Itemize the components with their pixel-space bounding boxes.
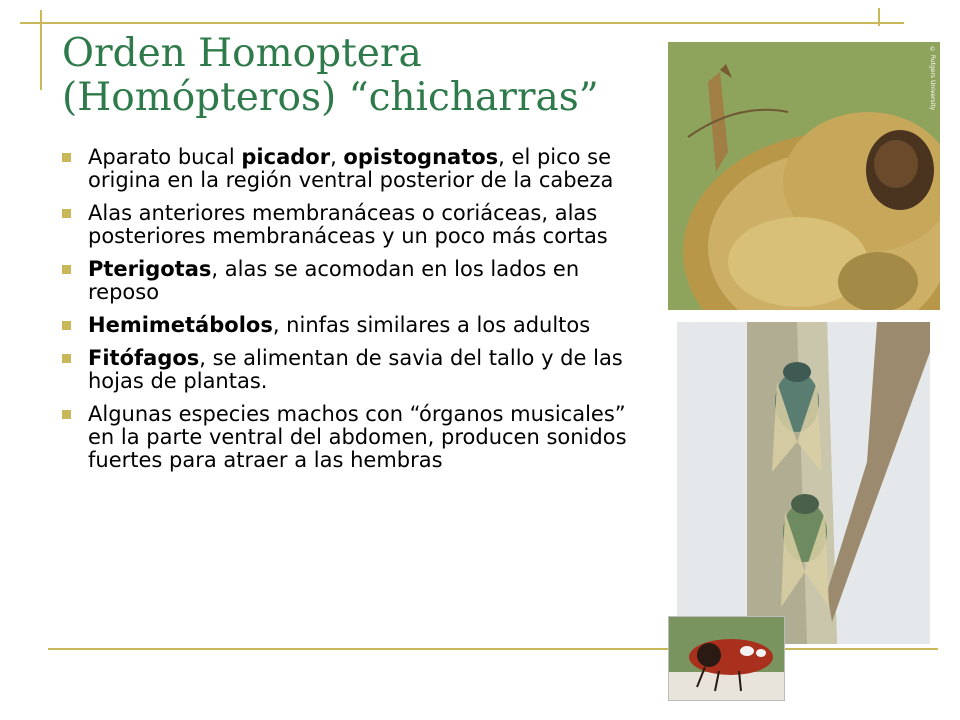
bullet-text: ,	[330, 145, 344, 169]
bullet-bold-term: Fitófagos	[88, 346, 200, 370]
bullet-text: , el pico se origina en la región ventral posterior de la cabeza	[88, 145, 614, 192]
bullet-item	[62, 347, 652, 393]
bullet-bold-term: opistognatos	[343, 145, 499, 169]
bullet-text: Algunas especies machos con “órganos musicales” en la parte ventral del abdomen, producen sonidos fuertes para atraer a las hembras	[88, 402, 627, 472]
bottom-rule	[48, 648, 938, 650]
bullet-list	[62, 146, 652, 482]
bullet-marker-icon	[62, 153, 71, 162]
bullet-bold-term: Hemimetábolos	[88, 313, 273, 337]
cicadas-on-branch-photo	[677, 322, 930, 644]
right-rule	[878, 8, 880, 26]
slide-title: Orden Homoptera (Homópteros) “chicharras”	[62, 31, 599, 120]
bullet-marker-icon	[62, 209, 71, 218]
bullet-item	[62, 314, 652, 337]
red-leafhopper-photo	[668, 616, 785, 701]
left-rule	[40, 10, 42, 90]
bullet-bold-term: picador	[241, 145, 331, 169]
bullet-item	[62, 258, 652, 304]
bullet-text: Aparato bucal	[88, 145, 242, 169]
bullet-marker-icon	[62, 354, 71, 363]
bullet-text: , se alimentan de savia del tallo y de las hojas de plantas.	[88, 346, 623, 393]
bullet-bold-term: Pterigotas	[88, 257, 212, 281]
bullet-item	[62, 202, 652, 248]
top-rule	[20, 22, 904, 24]
cicada-head-closeup-photo	[668, 42, 940, 310]
bullet-text: , ninfas similares a los adultos	[272, 313, 591, 337]
photo-watermark: © Rutgers University	[929, 46, 936, 111]
bullet-text: Alas anteriores membranáceas o coriáceas, alas posteriores membranáceas y un poco más cortas	[88, 201, 608, 248]
bullet-item	[62, 146, 652, 192]
bullet-marker-icon	[62, 321, 71, 330]
bullet-text: , alas se acomodan en los lados en reposo	[88, 257, 580, 304]
bullet-item	[62, 403, 652, 472]
bullet-marker-icon	[62, 265, 71, 274]
bullet-marker-icon	[62, 410, 71, 419]
